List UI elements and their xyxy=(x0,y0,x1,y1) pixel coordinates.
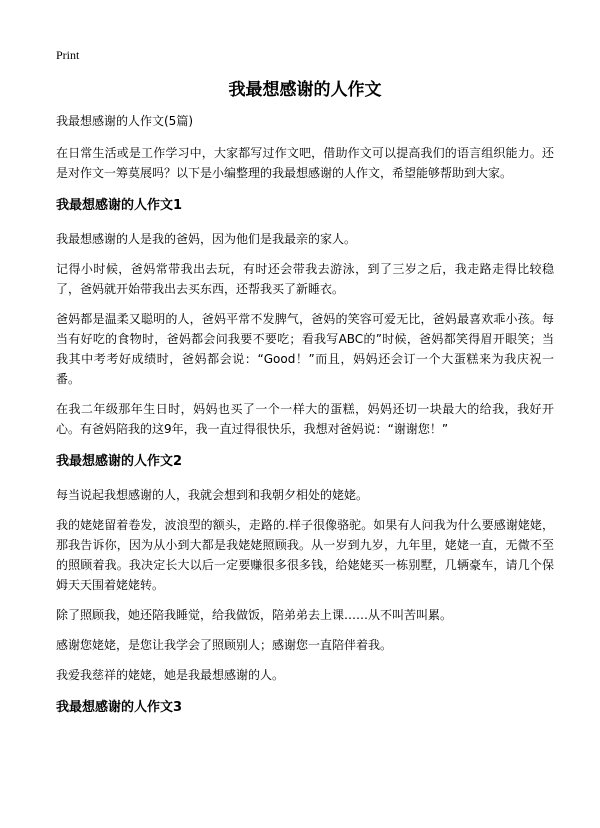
paragraph: 在我二年级那年生日时，妈妈也买了一个一样大的蛋糕，妈妈还切一块最大的给我，我好开心。有爸妈陪我的这9年，我一直过得很快乐，我想对爸妈说：“谢谢您！” xyxy=(56,402,554,436)
paragraph: 爸妈都是温柔又聪明的人，爸妈平常不发脾气，爸妈的笑容可爱无比，爸妈最喜欢乖小孩。每当有好吃的食物时，爸妈都会问我要不要吃；看我写ABC的”时候，爸妈都笑得眉开眼笑；当我其中考考好成绩时，爸妈都会说：“Good！”而且，妈妈还会订一个大蛋糕来为我庆祝一番。 xyxy=(56,312,554,386)
paragraph: 每当说起我想感谢的人，我就会想到和我朝夕相处的姥姥。 xyxy=(56,488,369,502)
article-subtitle: 我最想感谢的人作文(5篇) xyxy=(56,114,193,128)
paragraph: 感谢您姥姥，是您让我学会了照顾别人；感谢您一直陪伴着我。 xyxy=(56,638,393,652)
print-link[interactable]: Print xyxy=(56,48,80,62)
page-title: 我最想感谢的人作文 xyxy=(228,80,382,100)
paragraph: 除了照顾我，她还陪我睡觉，给我做饭，陪弟弟去上课……从不叫苦叫累。 xyxy=(56,608,453,622)
paragraph: 我最想感谢的人是我的爸妈，因为他们是我最亲的家人。 xyxy=(56,232,357,246)
section-heading: 我最想感谢的人作文1 xyxy=(56,198,183,213)
section-heading: 我最想感谢的人作文3 xyxy=(56,700,183,715)
paragraph: 我爱我慈祥的姥姥，她是我最想感谢的人。 xyxy=(56,668,285,682)
paragraph: 记得小时候，爸妈常带我出去玩，有时还会带我去游泳，到了三岁之后，我走路走得比较稳了，爸妈就开始带我出去买东西，还帮我买了新睡衣。 xyxy=(56,262,554,296)
section-3 xyxy=(56,699,554,717)
paragraph: 我的姥姥留着卷发，波浪型的额头，走路的.样子很像骆驼。如果有人问我为什么要感谢姥姥，那我告诉你，因为从小到大都是我姥姥照顾我。从一岁到九岁，九年里，姥姥一直，无微不至的照顾着我。我决定长大以后一定要赚很多很多钱，给姥姥买一栋别墅，几辆豪车，请几个保姆天天围着姥姥转。 xyxy=(56,518,554,592)
intro-paragraph: 在日常生活或是工作学习中，大家都写过作文吧，借助作文可以提高我们的语言组织能力。还是对作文一筹莫展吗？以下是小编整理的我最想感谢的人作文，希望能够帮助到大家。 xyxy=(56,146,554,180)
section-heading: 我最想感谢的人作文2 xyxy=(56,454,183,469)
section-2 xyxy=(56,453,554,685)
section-1 xyxy=(56,197,554,439)
